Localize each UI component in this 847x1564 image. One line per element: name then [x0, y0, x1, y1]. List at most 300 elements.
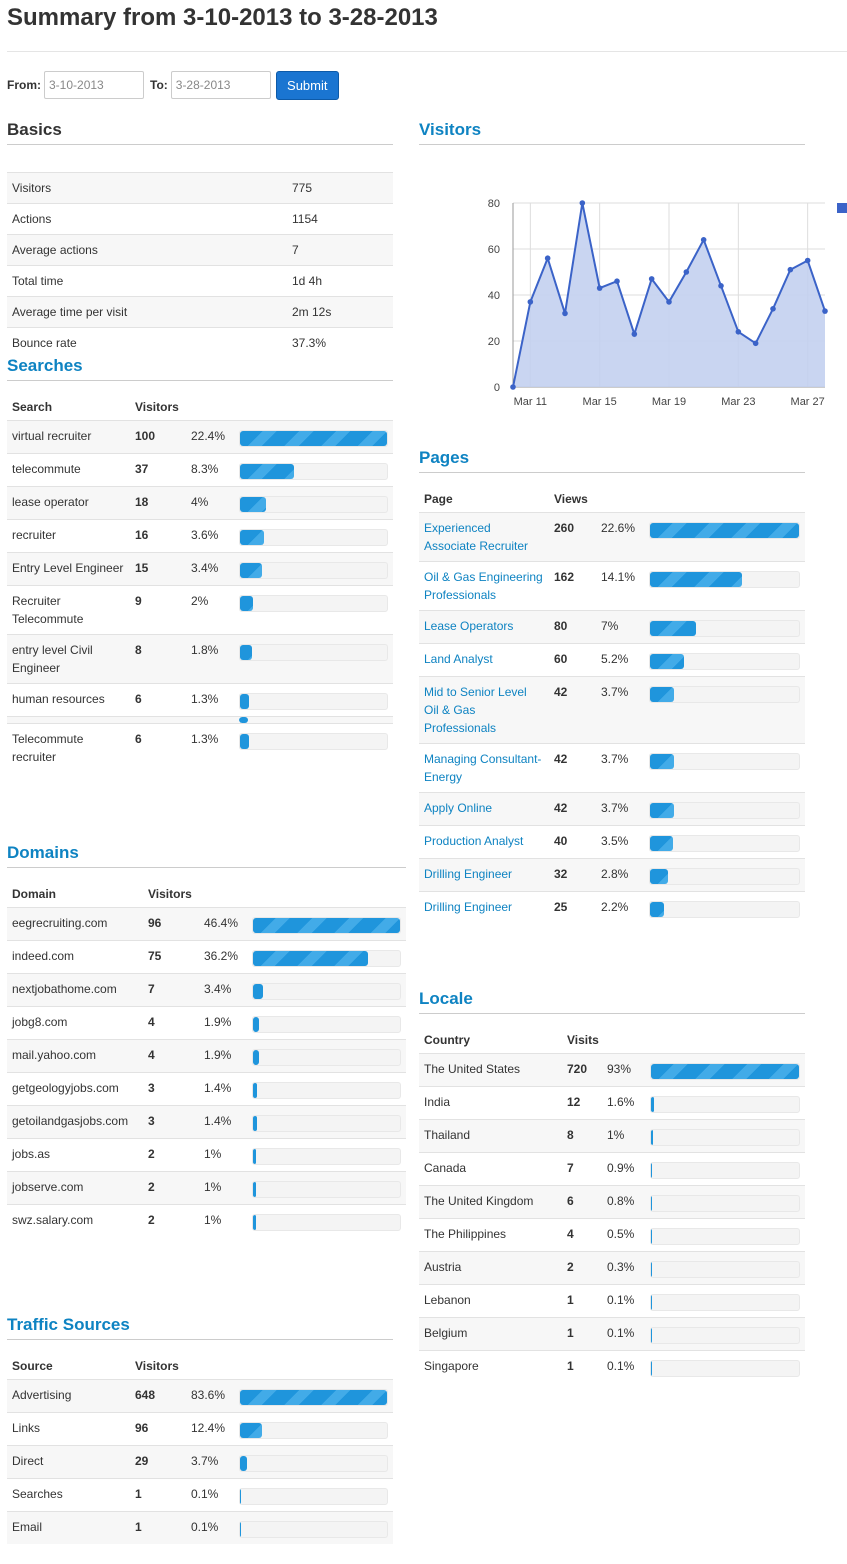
traffic-progress-bar	[239, 1422, 388, 1439]
searches-progress-bar	[239, 430, 388, 447]
basics-row	[7, 204, 393, 235]
pages-row	[419, 744, 805, 793]
locale-col-visits: Visits	[567, 1033, 599, 1047]
locale-row-count: 1	[567, 1326, 574, 1340]
visitors-heading: Visitors	[419, 120, 805, 145]
chart-point	[649, 276, 655, 282]
pages-row-name[interactable]: Mid to Senior Level Oil & Gas Professionals	[424, 685, 527, 735]
domains-row-bar-cell	[247, 1106, 406, 1139]
pages-row	[419, 677, 805, 744]
domains-section	[7, 843, 406, 1237]
searches-row-name: Recruiter Telecommute	[12, 594, 84, 626]
searches-row	[7, 487, 393, 520]
traffic-progress-fill	[240, 1390, 387, 1405]
locale-row-count: 7	[567, 1161, 574, 1175]
to-label: To:	[150, 78, 168, 92]
chart-legend-swatch	[837, 203, 847, 213]
pages-row-percent: 3.7%	[601, 685, 629, 699]
pages-row	[419, 513, 805, 562]
traffic-row-bar-cell	[234, 1380, 393, 1413]
basics-row-label: Average time per visit	[12, 305, 128, 319]
locale-progress-bar	[650, 1294, 800, 1311]
traffic-progress-fill	[240, 1522, 241, 1537]
domains-progress-bar	[252, 1214, 401, 1231]
domains-row-name: eegrecruiting.com	[12, 916, 108, 930]
domains-row-name: nextjobathome.com	[12, 982, 117, 996]
pages-row-name[interactable]: Drilling Engineer	[424, 867, 513, 881]
pages-row-bar-cell	[644, 826, 805, 859]
basics-row-value: 775	[292, 181, 313, 195]
locale-progress-fill	[651, 1064, 799, 1079]
searches-row-count: 16	[135, 528, 149, 542]
searches-progress-fill	[240, 694, 249, 709]
chart-x-tick-label: Mar 19	[651, 396, 687, 408]
domains-table	[7, 881, 406, 1237]
pages-row-count: 42	[554, 752, 568, 766]
locale-row-count: 1	[567, 1293, 574, 1307]
pages-row-percent: 3.7%	[601, 752, 629, 766]
chart-point	[718, 283, 724, 289]
submit-button[interactable]: Submit	[276, 71, 339, 100]
locale-progress-bar	[650, 1360, 800, 1377]
searches-row	[7, 586, 393, 635]
searches-row-count: 100	[135, 429, 156, 443]
pages-progress-bar	[649, 868, 800, 885]
pages-progress-fill	[650, 572, 742, 587]
traffic-heading: Traffic Sources	[7, 1315, 393, 1340]
domains-row-bar-cell	[247, 1007, 406, 1040]
searches-row-bar-cell	[234, 520, 393, 553]
chart-point	[545, 255, 551, 261]
chart-x-tick-label: Mar 23	[721, 396, 756, 408]
locale-col-country: Country	[424, 1033, 470, 1047]
pages-row-count: 42	[554, 801, 568, 815]
chart-point	[788, 267, 794, 273]
searches-progress-bar	[239, 693, 388, 710]
pages-row-count: 42	[554, 685, 568, 699]
searches-row-percent: 4%	[191, 495, 209, 509]
domains-row-percent: 36.2%	[204, 949, 239, 963]
pages-row	[419, 859, 805, 892]
chart-point	[805, 258, 811, 264]
searches-row-percent	[186, 717, 234, 724]
pages-row-count: 25	[554, 900, 568, 914]
pages-row	[419, 793, 805, 826]
pages-row-bar-cell	[644, 793, 805, 826]
locale-row	[419, 1087, 805, 1120]
pages-progress-bar	[649, 653, 800, 670]
domains-row-percent: 1.9%	[204, 1048, 232, 1062]
traffic-progress-bar	[239, 1521, 388, 1538]
domains-row-bar-cell	[247, 1172, 406, 1205]
locale-progress-bar	[650, 1195, 800, 1212]
domains-row-count: 2	[148, 1147, 155, 1161]
domains-row-name: getoilandgasjobs.com	[12, 1114, 129, 1128]
pages-row	[419, 826, 805, 859]
domains-row-name: jobs.as	[12, 1147, 51, 1161]
searches-section	[7, 356, 393, 772]
searches-progress-bar	[239, 562, 388, 579]
locale-row-name: Canada	[424, 1161, 467, 1175]
searches-table	[7, 394, 393, 772]
basics-row-label: Total time	[12, 274, 64, 288]
locale-row-name: India	[424, 1095, 451, 1109]
traffic-progress-bar	[239, 1488, 388, 1505]
pages-progress-fill	[650, 654, 684, 669]
domains-progress-fill	[253, 1083, 257, 1098]
pages-row-name[interactable]: Oil & Gas Engineering Professionals	[424, 570, 543, 602]
visitors-section	[419, 120, 805, 145]
searches-row-bar-cell	[234, 635, 393, 684]
domains-row-bar-cell	[247, 1205, 406, 1238]
traffic-row-name: Links	[12, 1421, 41, 1435]
searches-row-count: 37	[135, 462, 149, 476]
locale-row	[419, 1186, 805, 1219]
page-title: Summary from 3-10-2013 to 3-28-2013	[7, 4, 438, 31]
pages-progress-bar	[649, 571, 800, 588]
pages-heading: Pages	[419, 448, 805, 473]
domains-row-percent: 1.4%	[204, 1114, 232, 1128]
domains-progress-bar	[252, 1016, 401, 1033]
pages-row-bar-cell	[644, 562, 805, 611]
traffic-row-count: 29	[135, 1454, 149, 1468]
locale-progress-fill	[651, 1229, 652, 1244]
locale-row-bar-cell	[645, 1087, 805, 1120]
domains-progress-fill	[253, 984, 263, 999]
visitors-chart	[419, 170, 847, 415]
locale-row-bar-cell	[645, 1351, 805, 1384]
domains-row-name: jobserve.com	[12, 1180, 84, 1194]
locale-row-percent: 0.9%	[607, 1161, 635, 1175]
pages-col-views: Views	[554, 492, 588, 506]
searches-progress-bar	[239, 463, 388, 480]
searches-row	[7, 724, 393, 773]
locale-row-name: Austria	[424, 1260, 462, 1274]
domains-row-percent: 46.4%	[204, 916, 239, 930]
domains-row	[7, 1073, 406, 1106]
chart-point	[562, 311, 568, 317]
pages-row-count: 80	[554, 619, 568, 633]
domains-progress-bar	[252, 1181, 401, 1198]
domains-row-bar-cell	[247, 1139, 406, 1172]
locale-row-name: Belgium	[424, 1326, 468, 1340]
pages-progress-bar	[649, 522, 800, 539]
locale-row-bar-cell	[645, 1120, 805, 1153]
pages-row-bar-cell	[644, 744, 805, 793]
pages-row-name[interactable]: Experienced Associate Recruiter	[424, 521, 529, 553]
chart-y-tick-label: 60	[487, 244, 500, 256]
pages-progress-bar	[649, 753, 800, 770]
traffic-progress-fill	[240, 1456, 247, 1471]
chart-x-tick-label: Mar 27	[790, 396, 825, 408]
pages-row-name[interactable]: Production Analyst	[424, 834, 524, 848]
domains-progress-bar	[252, 950, 401, 967]
chart-point	[822, 308, 828, 314]
domains-row-percent: 3.4%	[204, 982, 232, 996]
basics-row-label: Actions	[12, 212, 52, 226]
locale-row-name: Singapore	[424, 1359, 479, 1373]
pages-row-bar-cell	[644, 611, 805, 644]
searches-row-name: virtual recruiter	[12, 429, 92, 443]
searches-progress-fill	[240, 734, 249, 749]
locale-row	[419, 1318, 805, 1351]
searches-progress-bar	[239, 595, 388, 612]
searches-row-bar-cell	[234, 684, 393, 717]
domains-row-count: 2	[148, 1180, 155, 1194]
domains-row-count: 3	[148, 1081, 155, 1095]
locale-progress-fill	[651, 1295, 652, 1310]
locale-row-name: The Philippines	[424, 1227, 507, 1241]
from-date-input[interactable]	[44, 71, 144, 99]
domains-row-count: 75	[148, 949, 162, 963]
searches-row-bar-cell	[234, 717, 393, 724]
locale-row	[419, 1252, 805, 1285]
locale-row-bar-cell	[645, 1153, 805, 1186]
chart-point	[666, 299, 672, 305]
locale-heading: Locale	[419, 989, 805, 1014]
basics-row	[7, 328, 393, 359]
pages-row-name[interactable]: Apply Online	[424, 801, 493, 815]
locale-row-percent: 1%	[607, 1128, 625, 1142]
domains-row-percent: 1.4%	[204, 1081, 232, 1095]
traffic-row	[7, 1479, 393, 1512]
searches-progress-bar	[239, 644, 388, 661]
searches-row-percent: 1.3%	[191, 692, 219, 706]
searches-row-bar-cell	[234, 553, 393, 586]
domains-row-name: indeed.com	[12, 949, 75, 963]
searches-row-percent: 3.4%	[191, 561, 219, 575]
locale-row-name: Lebanon	[424, 1293, 471, 1307]
searches-row-name: Telecommute recruiter	[12, 732, 84, 764]
locale-row-percent: 93%	[607, 1062, 632, 1076]
traffic-row-percent: 3.7%	[191, 1454, 219, 1468]
pages-row-percent: 3.7%	[601, 801, 629, 815]
pages-row-percent: 7%	[601, 619, 619, 633]
locale-row-count: 12	[567, 1095, 581, 1109]
basics-row-value: 7	[292, 243, 299, 257]
locale-row-count: 8	[567, 1128, 574, 1142]
domains-row	[7, 1172, 406, 1205]
traffic-row-percent: 0.1%	[191, 1520, 219, 1534]
locale-progress-bar	[650, 1327, 800, 1344]
chart-point	[684, 269, 690, 275]
pages-row	[419, 562, 805, 611]
basics-row-label: Bounce rate	[12, 336, 77, 350]
domains-progress-fill	[253, 918, 400, 933]
chart-x-tick-label: Mar 15	[582, 396, 617, 408]
domains-progress-bar	[252, 1148, 401, 1165]
searches-row-name: lease operator	[12, 495, 89, 509]
pages-row-name[interactable]: Lease Operators	[424, 619, 514, 633]
searches-row-name	[7, 717, 130, 724]
domains-progress-bar	[252, 917, 401, 934]
searches-row-name: human resources	[12, 692, 105, 706]
domains-row-count: 4	[148, 1048, 155, 1062]
domains-progress-bar	[252, 1049, 401, 1066]
searches-row-name: recruiter	[12, 528, 57, 542]
domains-row-count: 2	[148, 1213, 155, 1227]
pages-progress-fill	[650, 621, 696, 636]
traffic-row-percent: 83.6%	[191, 1388, 226, 1402]
pages-row-name[interactable]: Managing Consultant-Energy	[424, 752, 542, 784]
domains-row-name: mail.yahoo.com	[12, 1048, 97, 1062]
traffic-progress-fill	[240, 1423, 262, 1438]
domains-row-bar-cell	[247, 974, 406, 1007]
pages-row-bar-cell	[644, 892, 805, 925]
chart-point	[597, 285, 603, 291]
domains-row-bar-cell	[247, 1073, 406, 1106]
locale-progress-fill	[651, 1262, 652, 1277]
searches-row-percent: 8.3%	[191, 462, 219, 476]
searches-row-count: 15	[135, 561, 149, 575]
searches-row-bar-cell	[234, 454, 393, 487]
domains-heading: Domains	[7, 843, 406, 868]
domains-row-percent: 1%	[204, 1213, 222, 1227]
locale-row-name: The United Kingdom	[424, 1194, 534, 1208]
locale-row	[419, 1153, 805, 1186]
domains-row-count: 3	[148, 1114, 155, 1128]
locale-row-bar-cell	[645, 1219, 805, 1252]
searches-row-name: Entry Level Engineer	[12, 561, 124, 575]
basics-section	[7, 120, 393, 358]
traffic-row-count: 648	[135, 1388, 156, 1402]
searches-row-count	[130, 717, 186, 724]
basics-heading: Basics	[7, 120, 393, 145]
searches-row-count: 6	[135, 692, 142, 706]
traffic-row-percent: 12.4%	[191, 1421, 226, 1435]
locale-progress-bar	[650, 1261, 800, 1278]
locale-progress-fill	[651, 1163, 652, 1178]
pages-row-bar-cell	[644, 859, 805, 892]
searches-row-percent: 2%	[191, 594, 209, 608]
traffic-row-name: Email	[12, 1520, 43, 1534]
traffic-row	[7, 1413, 393, 1446]
pages-progress-fill	[650, 902, 664, 917]
domains-col-domain: Domain	[12, 887, 57, 901]
pages-table	[419, 486, 805, 924]
from-label: From:	[7, 78, 41, 92]
chart-point	[753, 341, 759, 347]
traffic-row-name: Searches	[12, 1487, 63, 1501]
pages-section	[419, 448, 805, 924]
basics-row-value: 1154	[292, 212, 318, 226]
searches-progress-fill	[240, 596, 253, 611]
traffic-row	[7, 1512, 393, 1545]
searches-progress-bar	[239, 733, 388, 750]
domains-row-count: 4	[148, 1015, 155, 1029]
basics-row-value: 2m 12s	[292, 305, 332, 319]
pages-progress-fill	[650, 754, 674, 769]
chart-point	[736, 329, 742, 335]
domains-row-bar-cell	[247, 941, 406, 974]
pages-progress-fill	[650, 869, 668, 884]
locale-row	[419, 1285, 805, 1318]
locale-progress-fill	[651, 1361, 652, 1376]
chart-y-tick-label: 80	[487, 198, 500, 210]
pages-col-page: Page	[424, 492, 453, 506]
traffic-col-source: Source	[12, 1359, 53, 1373]
traffic-row-count: 96	[135, 1421, 149, 1435]
title-divider	[7, 51, 847, 52]
searches-row-percent: 3.6%	[191, 528, 219, 542]
locale-row-bar-cell	[645, 1318, 805, 1351]
domains-row	[7, 941, 406, 974]
searches-row-bar-cell	[234, 421, 393, 454]
domains-row-bar-cell	[247, 1040, 406, 1073]
traffic-row-name: Advertising	[12, 1388, 72, 1402]
searches-row-percent: 22.4%	[191, 429, 226, 443]
pages-row-percent: 5.2%	[601, 652, 629, 666]
locale-row-name: The United States	[424, 1062, 521, 1076]
traffic-row-bar-cell	[234, 1413, 393, 1446]
locale-row-name: Thailand	[424, 1128, 471, 1142]
locale-progress-fill	[651, 1196, 652, 1211]
locale-row-percent: 0.8%	[607, 1194, 635, 1208]
pages-progress-bar	[649, 901, 800, 918]
locale-row-percent: 0.5%	[607, 1227, 635, 1241]
searches-row	[7, 520, 393, 553]
searches-progress-fill	[240, 464, 294, 479]
pages-row-percent: 14.1%	[601, 570, 636, 584]
pages-row	[419, 892, 805, 925]
pages-row-name[interactable]: Drilling Engineer	[424, 900, 513, 914]
pages-row-count: 260	[554, 521, 575, 535]
basics-row	[7, 173, 393, 204]
pages-row-percent: 2.2%	[601, 900, 629, 914]
domains-row-percent: 1%	[204, 1147, 222, 1161]
basics-row	[7, 266, 393, 297]
locale-row	[419, 1351, 805, 1384]
pages-row-bar-cell	[644, 644, 805, 677]
chart-point	[632, 331, 638, 337]
pages-progress-fill	[650, 523, 799, 538]
pages-progress-bar	[649, 802, 800, 819]
pages-row-bar-cell	[644, 513, 805, 562]
locale-row-percent: 0.1%	[607, 1293, 635, 1307]
pages-row-name[interactable]: Land Analyst	[424, 652, 493, 666]
to-date-input[interactable]	[171, 71, 271, 99]
locale-row-bar-cell	[645, 1054, 805, 1087]
domains-row	[7, 1007, 406, 1040]
searches-row	[7, 635, 393, 684]
traffic-row-bar-cell	[234, 1446, 393, 1479]
traffic-row-percent: 0.1%	[191, 1487, 219, 1501]
domains-row-percent: 1.9%	[204, 1015, 232, 1029]
locale-row	[419, 1054, 805, 1087]
searches-row-count: 8	[135, 643, 142, 657]
searches-progress-fill	[239, 717, 248, 723]
pages-row-bar-cell	[644, 677, 805, 744]
searches-row-percent: 1.3%	[191, 732, 219, 746]
domains-row-name: jobg8.com	[12, 1015, 68, 1029]
locale-progress-fill	[651, 1130, 653, 1145]
locale-row-count: 1	[567, 1359, 574, 1373]
pages-row	[419, 611, 805, 644]
pages-row	[419, 644, 805, 677]
searches-col-visitors: Visitors	[135, 400, 179, 414]
searches-row-count: 18	[135, 495, 149, 509]
searches-col-search: Search	[12, 400, 53, 414]
traffic-col-visitors: Visitors	[135, 1359, 179, 1373]
domains-row	[7, 1106, 406, 1139]
searches-heading: Searches	[7, 356, 393, 381]
pages-row-count: 60	[554, 652, 568, 666]
domains-progress-fill	[253, 1182, 256, 1197]
domains-row	[7, 1205, 406, 1238]
traffic-row-bar-cell	[234, 1479, 393, 1512]
searches-row-bar-cell	[234, 724, 393, 773]
searches-row-count: 9	[135, 594, 142, 608]
